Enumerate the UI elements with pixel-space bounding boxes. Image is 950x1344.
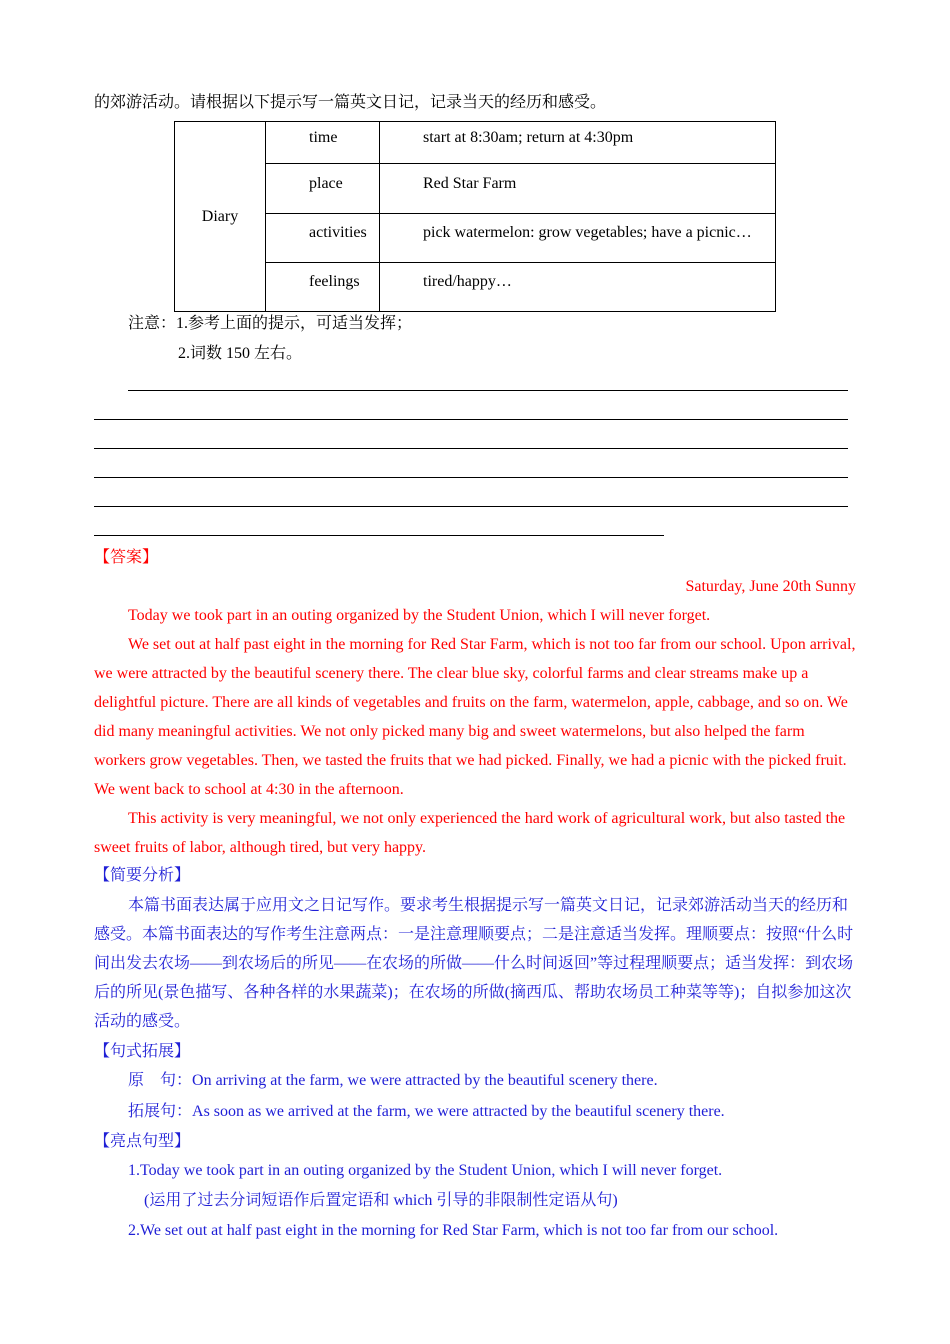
row-value-feelings — [380, 263, 776, 312]
highlight-sentence-1: 1.Today we took part in an outing organized by the Student Union, which I will never forget. — [128, 1162, 723, 1179]
writing-line-1[interactable] — [128, 390, 848, 391]
answer-date-line: Saturday, June 20th Sunny — [685, 578, 856, 595]
analysis-text: 本篇书面表达属于应用文之日记写作。要求考生根据提示写一篇英文日记，记录郊游活动当天的经历和感受。本篇书面表达的写作考生注意两点：一是注意理顺要点；二是注意适当发挥。理顺要点：按照“什么时间出发去农场——到农场后的所见——在农场的所做——什么时间返回”等过程理顺要点；适当发挥：到农场后的所见(景色描写、各种各样的水果蔬菜)；在农场的所做(摘西瓜、帮助农场员工种菜等等)；自拟参加这次活动的感受。 — [94, 897, 854, 1030]
original-sentence: On arriving at the farm, we were attracted by the beautiful scenery there. — [192, 1072, 658, 1089]
highlight-note-1: (运用了过去分词短语作后置定语和 which 引导的非限制性定语从句) — [144, 1192, 618, 1209]
note-2: 2.词数 150 左右。 — [178, 345, 303, 362]
analysis-heading: 【简要分析】 — [94, 867, 191, 884]
row-value-activities — [380, 214, 776, 263]
analysis-body — [94, 891, 856, 1036]
diary-prompt-table — [174, 121, 776, 312]
label-activities: activities — [309, 224, 367, 241]
expansion-heading: 【句式拓展】 — [94, 1043, 191, 1060]
intro-text: 的郊游活动。请根据以下提示写一篇英文日记，记录当天的经历和感受。 — [94, 94, 607, 111]
label-feelings: feelings — [309, 273, 360, 290]
row-label-place — [266, 164, 380, 214]
writing-line-4[interactable] — [94, 477, 848, 478]
writing-line-6[interactable] — [94, 535, 664, 536]
diary-header: Diary — [201, 207, 239, 225]
answer-paragraph-3: This activity is very meaningful, we not only experienced the hard work of agricultural work, but also tasted the sweet fruits of labor, although tired, but very happy. — [94, 810, 846, 856]
answer-heading: 【答案】 — [94, 549, 159, 566]
extended-sentence: As soon as we arrived at the farm, we were attracted by the beautiful scenery there. — [192, 1103, 725, 1120]
expansion-original — [128, 1071, 658, 1091]
writing-line-5[interactable] — [94, 506, 848, 507]
value-activities: pick watermelon: grow vegetables; have a picnic… — [423, 224, 752, 241]
value-place: Red Star Farm — [423, 174, 517, 192]
answer-paragraph-1: Today we took part in an outing organized by the Student Union, which I will never forget. — [128, 607, 711, 624]
row-value-time — [380, 122, 776, 164]
row-label-time — [266, 122, 380, 164]
answer-body — [94, 601, 856, 862]
label-time: time — [309, 128, 338, 146]
expansion-extended — [128, 1102, 725, 1122]
writing-line-2[interactable] — [94, 419, 848, 420]
highlight-sentence-2: 2.We set out at half past eight in the morning for Red Star Farm, which is not too far from our school. — [128, 1222, 779, 1239]
writing-line-3[interactable] — [94, 448, 848, 449]
extended-label: 拓展句： — [128, 1103, 193, 1120]
answer-paragraph-2: We set out at half past eight in the morning for Red Star Farm, which is not too far from our school. Upon arrival, we were attracted by the beautiful scenery there. The clear blue sky, colorful farms and clear streams make up a delightful picture. There are all kinds of vegetables and fruits on the farm, watermelon, apple, cabbage, and so on. We did many meaningful activities. We not only picked many big and sweet watermelons, but also helped the farm workers grow vegetables. Then, we tasted the fruits that we had picked. Finally, we had a picnic with the picked fruit. We went back to school at 4:30 in the afternoon. — [94, 636, 856, 798]
row-label-feelings — [266, 263, 380, 312]
value-time: start at 8:30am; return at 4:30pm — [423, 128, 634, 146]
diary-header-cell — [175, 122, 266, 312]
label-place: place — [309, 174, 343, 192]
note-1: 注意：1.参考上面的提示，可适当发挥； — [128, 315, 413, 332]
value-feelings: tired/happy… — [423, 273, 512, 290]
row-value-place — [380, 164, 776, 214]
original-label: 原 句： — [128, 1072, 193, 1089]
highlights-heading: 【亮点句型】 — [94, 1133, 191, 1150]
row-label-activities — [266, 214, 380, 263]
